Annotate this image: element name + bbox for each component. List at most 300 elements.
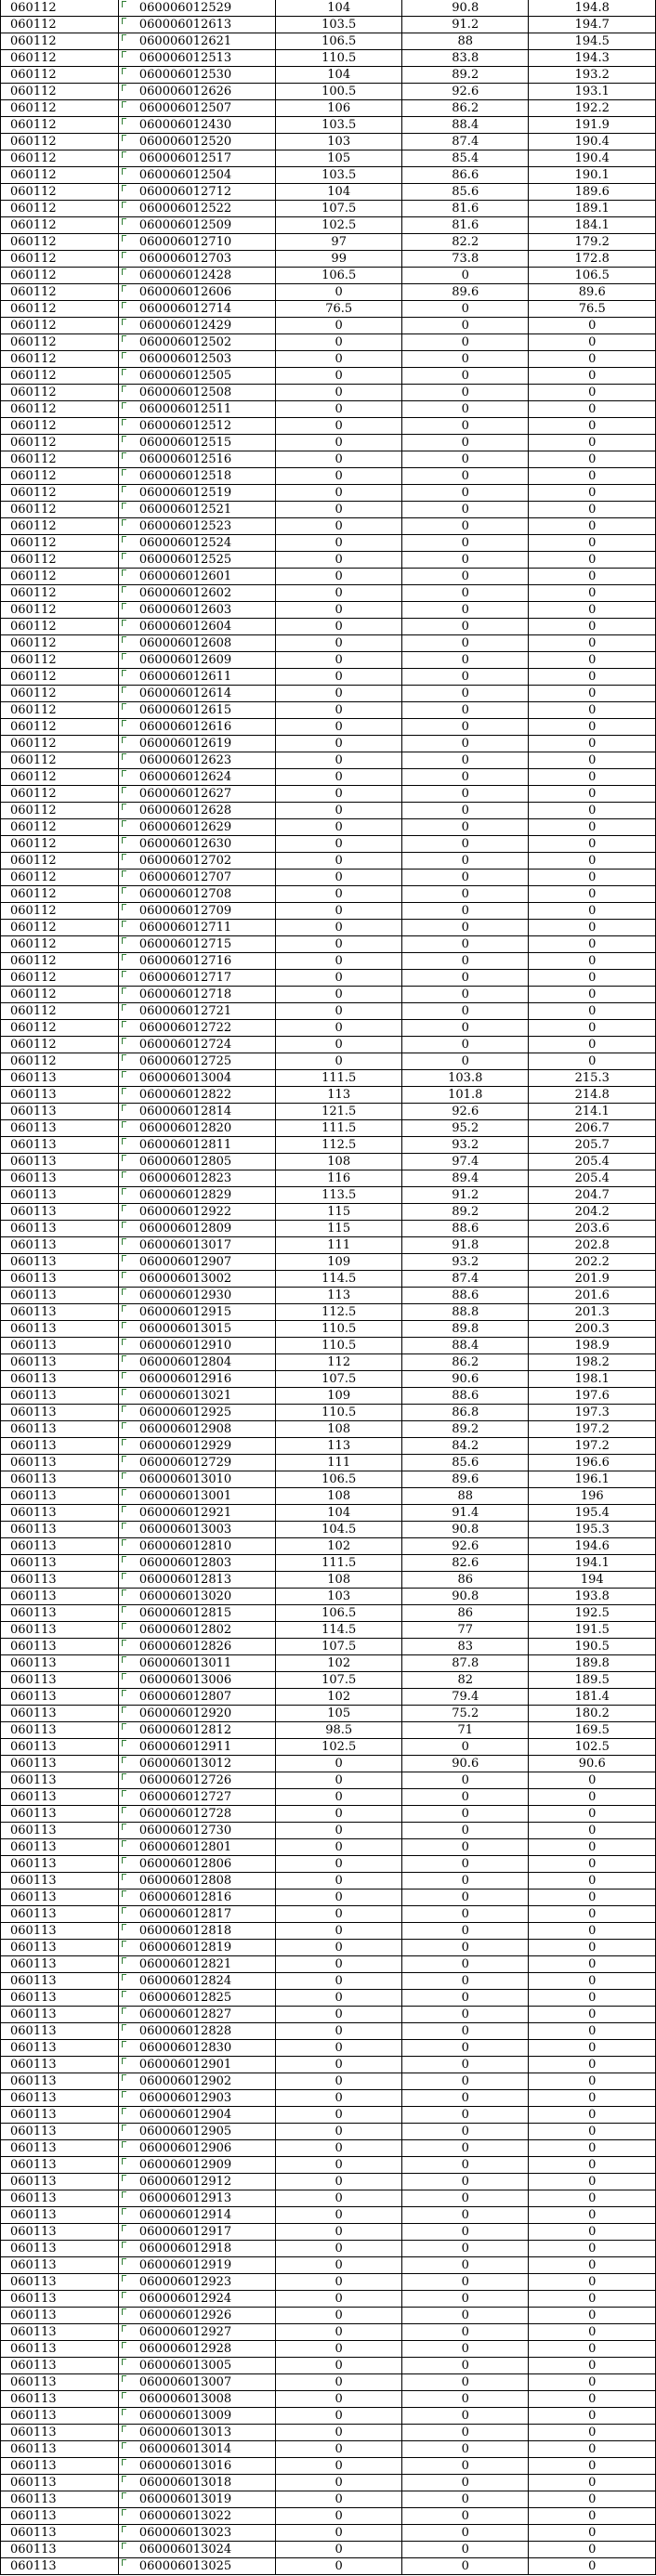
score-a-cell[interactable]: 0 [276,2023,402,2040]
score-a-cell[interactable]: 0 [276,2057,402,2073]
student-id-cell[interactable]: 060006012913 [118,2190,276,2207]
class-cell[interactable]: 060112 [1,669,119,686]
score-b-cell[interactable]: 0 [402,1789,529,1806]
class-cell[interactable]: 060113 [1,1706,119,1722]
total-cell[interactable]: 200.3 [529,1321,656,1338]
student-id-cell[interactable]: 060006012817 [118,1906,276,1923]
class-cell[interactable]: 060113 [1,1739,119,1756]
student-id-cell[interactable]: 060006012519 [118,485,276,502]
student-id-cell[interactable]: 060006012716 [118,953,276,970]
student-id-cell[interactable]: 060006012810 [118,1538,276,1555]
class-cell[interactable]: 060112 [1,1037,119,1053]
student-id-cell[interactable]: 060006012829 [118,1187,276,1204]
student-id-cell[interactable]: 060006012821 [118,1956,276,1973]
total-cell[interactable]: 0 [529,870,656,886]
score-b-cell[interactable]: 0 [402,2023,529,2040]
total-cell[interactable]: 0 [529,1906,656,1923]
student-id-cell[interactable]: 060006013015 [118,1321,276,1338]
score-a-cell[interactable]: 0 [276,652,402,669]
class-cell[interactable]: 060112 [1,819,119,836]
score-a-cell[interactable]: 0 [276,2174,402,2190]
score-a-cell[interactable]: 0 [276,1973,402,1990]
score-a-cell[interactable]: 111.5 [276,1120,402,1137]
student-id-cell[interactable]: 060006012820 [118,1120,276,1137]
class-cell[interactable]: 060113 [1,1873,119,1890]
score-a-cell[interactable]: 0 [276,2274,402,2291]
total-cell[interactable]: 0 [529,418,656,435]
total-cell[interactable]: 0 [529,819,656,836]
class-cell[interactable]: 060113 [1,2441,119,2458]
student-id-cell[interactable]: 060006012714 [118,301,276,318]
score-a-cell[interactable]: 106.5 [276,33,402,50]
total-cell[interactable]: 0 [529,2040,656,2057]
score-a-cell[interactable]: 109 [276,1388,402,1405]
score-b-cell[interactable]: 0 [402,2157,529,2174]
score-a-cell[interactable]: 0 [276,468,402,485]
score-b-cell[interactable]: 0 [402,836,529,853]
student-id-cell[interactable]: 060006012902 [118,2073,276,2090]
student-id-cell[interactable]: 060006012614 [118,686,276,702]
class-cell[interactable]: 060112 [1,84,119,100]
total-cell[interactable]: 0 [529,569,656,585]
total-cell[interactable]: 195.4 [529,1505,656,1522]
score-b-cell[interactable]: 0 [402,920,529,936]
student-id-cell[interactable]: 060006012529 [118,0,276,17]
student-id-cell[interactable]: 060006012919 [118,2257,276,2274]
score-b-cell[interactable]: 0 [402,2542,529,2558]
total-cell[interactable]: 202.8 [529,1237,656,1254]
score-a-cell[interactable]: 109 [276,1254,402,1271]
score-a-cell[interactable]: 0 [276,2341,402,2358]
student-id-cell[interactable]: 060006012517 [118,150,276,167]
class-cell[interactable]: 060112 [1,351,119,368]
student-id-cell[interactable]: 060006012926 [118,2308,276,2324]
student-id-cell[interactable]: 060006012922 [118,1204,276,1221]
score-b-cell[interactable]: 85.4 [402,150,529,167]
total-cell[interactable]: 184.1 [529,217,656,234]
student-id-cell[interactable]: 060006012505 [118,368,276,385]
class-cell[interactable]: 060112 [1,184,119,201]
total-cell[interactable]: 0 [529,903,656,920]
class-cell[interactable]: 060113 [1,1354,119,1371]
total-cell[interactable]: 0 [529,1839,656,1856]
class-cell[interactable]: 060113 [1,1973,119,1990]
score-a-cell[interactable]: 0 [276,2408,402,2425]
score-b-cell[interactable]: 0 [402,752,529,769]
score-a-cell[interactable]: 0 [276,2458,402,2475]
score-b-cell[interactable]: 0 [402,769,529,786]
total-cell[interactable]: 196 [529,1488,656,1505]
score-b-cell[interactable]: 0 [402,351,529,368]
score-b-cell[interactable]: 0 [402,2324,529,2341]
class-cell[interactable]: 060113 [1,2124,119,2140]
student-id-cell[interactable]: 060006012804 [118,1354,276,1371]
student-id-cell[interactable]: 060006013005 [118,2358,276,2374]
student-id-cell[interactable]: 060006012805 [118,1154,276,1170]
score-a-cell[interactable]: 104 [276,184,402,201]
class-cell[interactable]: 060113 [1,1471,119,1488]
total-cell[interactable]: 193.1 [529,84,656,100]
score-b-cell[interactable]: 0 [402,1806,529,1823]
score-b-cell[interactable]: 0 [402,970,529,987]
total-cell[interactable]: 0 [529,2458,656,2475]
score-b-cell[interactable]: 88 [402,1488,529,1505]
score-a-cell[interactable]: 0 [276,1890,402,1906]
class-cell[interactable]: 060112 [1,652,119,669]
score-b-cell[interactable]: 89.8 [402,1321,529,1338]
total-cell[interactable]: 90.6 [529,1756,656,1772]
total-cell[interactable]: 197.2 [529,1421,656,1438]
score-b-cell[interactable]: 75.2 [402,1706,529,1722]
student-id-cell[interactable]: 060006012512 [118,418,276,435]
total-cell[interactable]: 0 [529,1956,656,1973]
total-cell[interactable]: 194 [529,1572,656,1589]
class-cell[interactable]: 060113 [1,2023,119,2040]
student-id-cell[interactable]: 060006012912 [118,2174,276,2190]
student-id-cell[interactable]: 060006012507 [118,100,276,117]
total-cell[interactable]: 0 [529,2408,656,2425]
student-id-cell[interactable]: 060006012906 [118,2140,276,2157]
score-b-cell[interactable]: 0 [402,803,529,819]
total-cell[interactable]: 194.8 [529,0,656,17]
score-b-cell[interactable]: 90.8 [402,1522,529,1538]
score-b-cell[interactable]: 0 [402,2491,529,2508]
total-cell[interactable]: 194.1 [529,1555,656,1572]
class-cell[interactable]: 060113 [1,2107,119,2124]
student-id-cell[interactable]: 060006012715 [118,936,276,953]
score-a-cell[interactable]: 0 [276,1956,402,1973]
score-a-cell[interactable]: 0 [276,368,402,385]
student-id-cell[interactable]: 060006012928 [118,2341,276,2358]
class-cell[interactable]: 060113 [1,2291,119,2308]
total-cell[interactable]: 0 [529,2207,656,2224]
class-cell[interactable]: 060112 [1,134,119,150]
student-id-cell[interactable]: 060006012903 [118,2090,276,2107]
class-cell[interactable]: 060113 [1,2257,119,2274]
class-cell[interactable]: 060113 [1,1070,119,1087]
score-a-cell[interactable]: 0 [276,2090,402,2107]
class-cell[interactable]: 060113 [1,2475,119,2491]
total-cell[interactable]: 192.5 [529,1605,656,1622]
total-cell[interactable]: 191.5 [529,1622,656,1639]
score-a-cell[interactable]: 98.5 [276,1722,402,1739]
score-a-cell[interactable]: 0 [276,2241,402,2257]
total-cell[interactable]: 180.2 [529,1706,656,1722]
score-b-cell[interactable]: 0 [402,686,529,702]
total-cell[interactable]: 181.4 [529,1689,656,1706]
student-id-cell[interactable]: 060006012525 [118,552,276,569]
class-cell[interactable]: 060113 [1,1923,119,1940]
class-cell[interactable]: 060112 [1,535,119,552]
student-id-cell[interactable]: 060006012624 [118,769,276,786]
student-id-cell[interactable]: 060006012812 [118,1722,276,1739]
score-a-cell[interactable]: 107.5 [276,1672,402,1689]
score-a-cell[interactable]: 0 [276,2190,402,2207]
class-cell[interactable]: 060112 [1,970,119,987]
student-id-cell[interactable]: 060006012927 [118,2324,276,2341]
student-id-cell[interactable]: 060006012606 [118,284,276,301]
score-b-cell[interactable]: 0 [402,569,529,585]
total-cell[interactable]: 172.8 [529,251,656,268]
total-cell[interactable]: 0 [529,702,656,719]
class-cell[interactable]: 060113 [1,1204,119,1221]
student-id-cell[interactable]: 060006012504 [118,167,276,184]
class-cell[interactable]: 060113 [1,1221,119,1237]
total-cell[interactable]: 0 [529,585,656,602]
score-b-cell[interactable]: 89.2 [402,67,529,84]
score-b-cell[interactable]: 0 [402,903,529,920]
score-b-cell[interactable]: 79.4 [402,1689,529,1706]
score-b-cell[interactable]: 89.4 [402,1170,529,1187]
total-cell[interactable]: 89.6 [529,284,656,301]
score-a-cell[interactable]: 111 [276,1455,402,1471]
score-a-cell[interactable]: 97 [276,234,402,251]
total-cell[interactable]: 0 [529,1772,656,1789]
score-a-cell[interactable]: 76.5 [276,301,402,318]
score-a-cell[interactable]: 102.5 [276,1739,402,1756]
total-cell[interactable]: 106.5 [529,268,656,284]
student-id-cell[interactable]: 060006012807 [118,1689,276,1706]
total-cell[interactable]: 0 [529,401,656,418]
student-id-cell[interactable]: 060006012803 [118,1555,276,1572]
score-b-cell[interactable]: 0 [402,2558,529,2575]
score-a-cell[interactable]: 108 [276,1572,402,1589]
score-b-cell[interactable]: 86 [402,1572,529,1589]
total-cell[interactable]: 0 [529,368,656,385]
class-cell[interactable]: 060113 [1,1237,119,1254]
total-cell[interactable]: 0 [529,318,656,334]
class-cell[interactable]: 060112 [1,284,119,301]
score-b-cell[interactable]: 0 [402,2007,529,2023]
score-a-cell[interactable]: 0 [276,485,402,502]
score-b-cell[interactable]: 0 [402,2190,529,2207]
total-cell[interactable]: 195.3 [529,1522,656,1538]
class-cell[interactable]: 060113 [1,1823,119,1839]
score-b-cell[interactable]: 0 [402,669,529,686]
student-id-cell[interactable]: 060006012608 [118,635,276,652]
score-a-cell[interactable]: 0 [276,2558,402,2575]
student-id-cell[interactable]: 060006012802 [118,1622,276,1639]
class-cell[interactable]: 060113 [1,1438,119,1455]
total-cell[interactable]: 0 [529,2542,656,2558]
score-a-cell[interactable]: 0 [276,970,402,987]
class-cell[interactable]: 060112 [1,502,119,518]
score-a-cell[interactable]: 108 [276,1488,402,1505]
total-cell[interactable]: 0 [529,736,656,752]
score-a-cell[interactable]: 113 [276,1087,402,1104]
score-b-cell[interactable]: 77 [402,1622,529,1639]
score-a-cell[interactable]: 0 [276,569,402,585]
student-id-cell[interactable]: 060006012609 [118,652,276,669]
class-cell[interactable]: 060113 [1,1455,119,1471]
student-id-cell[interactable]: 060006012724 [118,1037,276,1053]
score-b-cell[interactable]: 90.6 [402,1371,529,1388]
class-cell[interactable]: 060112 [1,268,119,284]
student-id-cell[interactable]: 060006012502 [118,334,276,351]
class-cell[interactable]: 060112 [1,518,119,535]
score-a-cell[interactable]: 0 [276,2441,402,2458]
total-cell[interactable]: 0 [529,635,656,652]
score-a-cell[interactable]: 115 [276,1204,402,1221]
student-id-cell[interactable]: 060006013019 [118,2491,276,2508]
total-cell[interactable]: 203.6 [529,1221,656,1237]
total-cell[interactable]: 0 [529,2274,656,2291]
class-cell[interactable]: 060113 [1,2090,119,2107]
score-b-cell[interactable]: 0 [402,451,529,468]
score-a-cell[interactable]: 0 [276,2291,402,2308]
score-a-cell[interactable]: 0 [276,786,402,803]
score-a-cell[interactable]: 0 [276,318,402,334]
student-id-cell[interactable]: 060006012728 [118,1806,276,1823]
class-cell[interactable]: 060112 [1,886,119,903]
score-b-cell[interactable]: 0 [402,401,529,418]
total-cell[interactable]: 191.9 [529,117,656,134]
total-cell[interactable]: 0 [529,1020,656,1037]
student-id-cell[interactable]: 060006012823 [118,1170,276,1187]
score-b-cell[interactable]: 89.2 [402,1421,529,1438]
score-a-cell[interactable]: 0 [276,1873,402,1890]
total-cell[interactable]: 0 [529,2157,656,2174]
student-id-cell[interactable]: 060006013024 [118,2542,276,2558]
score-a-cell[interactable]: 100.5 [276,84,402,100]
total-cell[interactable]: 0 [529,1873,656,1890]
score-a-cell[interactable]: 0 [276,635,402,652]
score-a-cell[interactable]: 0 [276,2374,402,2391]
student-id-cell[interactable]: 060006013001 [118,1488,276,1505]
score-a-cell[interactable]: 0 [276,1906,402,1923]
total-cell[interactable]: 0 [529,2508,656,2525]
score-b-cell[interactable]: 95.2 [402,1120,529,1137]
total-cell[interactable]: 0 [529,1990,656,2007]
score-a-cell[interactable]: 0 [276,2475,402,2491]
total-cell[interactable]: 0 [529,619,656,635]
score-a-cell[interactable]: 0 [276,401,402,418]
total-cell[interactable]: 215.3 [529,1070,656,1087]
student-id-cell[interactable]: 060006013002 [118,1271,276,1288]
score-b-cell[interactable]: 0 [402,719,529,736]
score-b-cell[interactable]: 0 [402,819,529,836]
student-id-cell[interactable]: 060006012814 [118,1104,276,1120]
class-cell[interactable]: 060112 [1,569,119,585]
total-cell[interactable]: 194.3 [529,50,656,67]
score-a-cell[interactable]: 113 [276,1288,402,1304]
total-cell[interactable]: 0 [529,1003,656,1020]
total-cell[interactable]: 190.4 [529,134,656,150]
total-cell[interactable]: 0 [529,2057,656,2073]
score-a-cell[interactable]: 102.5 [276,217,402,234]
score-a-cell[interactable]: 0 [276,2525,402,2542]
student-id-cell[interactable]: 060006012615 [118,702,276,719]
total-cell[interactable]: 0 [529,1923,656,1940]
score-b-cell[interactable]: 82.6 [402,1555,529,1572]
total-cell[interactable]: 214.8 [529,1087,656,1104]
score-b-cell[interactable]: 92.6 [402,1104,529,1120]
score-a-cell[interactable]: 0 [276,686,402,702]
student-id-cell[interactable]: 060006012918 [118,2241,276,2257]
class-cell[interactable]: 060113 [1,2408,119,2425]
student-id-cell[interactable]: 060006012630 [118,836,276,853]
total-cell[interactable]: 193.2 [529,67,656,84]
student-id-cell[interactable]: 060006012923 [118,2274,276,2291]
score-b-cell[interactable]: 0 [402,2224,529,2241]
student-id-cell[interactable]: 060006013021 [118,1388,276,1405]
score-b-cell[interactable]: 91.2 [402,17,529,33]
score-a-cell[interactable]: 108 [276,1421,402,1438]
class-cell[interactable]: 060113 [1,1839,119,1856]
score-b-cell[interactable]: 81.6 [402,217,529,234]
score-b-cell[interactable]: 0 [402,702,529,719]
score-a-cell[interactable]: 0 [276,1940,402,1956]
class-cell[interactable]: 060112 [1,836,119,853]
total-cell[interactable]: 0 [529,2341,656,2358]
total-cell[interactable]: 0 [529,1823,656,1839]
score-a-cell[interactable]: 0 [276,2491,402,2508]
score-b-cell[interactable]: 0 [402,1940,529,1956]
student-id-cell[interactable]: 060006012916 [118,1371,276,1388]
score-b-cell[interactable]: 87.4 [402,134,529,150]
student-id-cell[interactable]: 060006013016 [118,2458,276,2475]
student-id-cell[interactable]: 060006012623 [118,752,276,769]
student-id-cell[interactable]: 060006012707 [118,870,276,886]
score-b-cell[interactable]: 0 [402,2475,529,2491]
student-id-cell[interactable]: 060006012428 [118,268,276,284]
score-a-cell[interactable]: 0 [276,1990,402,2007]
score-b-cell[interactable]: 0 [402,987,529,1003]
student-id-cell[interactable]: 060006012429 [118,318,276,334]
class-cell[interactable]: 060113 [1,1639,119,1655]
total-cell[interactable]: 0 [529,2140,656,2157]
score-b-cell[interactable]: 0 [402,1020,529,1037]
score-b-cell[interactable]: 87.4 [402,1271,529,1288]
student-id-cell[interactable]: 060006012822 [118,1087,276,1104]
class-cell[interactable]: 060112 [1,117,119,134]
class-cell[interactable]: 060113 [1,2274,119,2291]
total-cell[interactable]: 0 [529,2124,656,2140]
student-id-cell[interactable]: 060006012709 [118,903,276,920]
total-cell[interactable]: 0 [529,2090,656,2107]
total-cell[interactable]: 197.3 [529,1405,656,1421]
total-cell[interactable]: 0 [529,970,656,987]
score-a-cell[interactable]: 0 [276,2157,402,2174]
score-a-cell[interactable]: 0 [276,2324,402,2341]
class-cell[interactable]: 060113 [1,2458,119,2475]
student-id-cell[interactable]: 060006012921 [118,1505,276,1522]
score-b-cell[interactable]: 88.6 [402,1388,529,1405]
score-b-cell[interactable]: 103.8 [402,1070,529,1087]
student-id-cell[interactable]: 060006012725 [118,1053,276,1070]
score-a-cell[interactable]: 112 [276,1354,402,1371]
score-b-cell[interactable]: 86.8 [402,1405,529,1421]
student-id-cell[interactable]: 060006012825 [118,1990,276,2007]
class-cell[interactable]: 060112 [1,435,119,451]
score-a-cell[interactable]: 0 [276,619,402,635]
total-cell[interactable]: 198.9 [529,1338,656,1354]
total-cell[interactable]: 0 [529,535,656,552]
class-cell[interactable]: 060113 [1,1538,119,1555]
total-cell[interactable]: 0 [529,334,656,351]
score-a-cell[interactable]: 0 [276,585,402,602]
class-cell[interactable]: 060112 [1,468,119,485]
student-id-cell[interactable]: 060006012808 [118,1873,276,1890]
score-a-cell[interactable]: 106.5 [276,1471,402,1488]
score-a-cell[interactable]: 0 [276,2542,402,2558]
student-id-cell[interactable]: 060006013003 [118,1522,276,1538]
class-cell[interactable]: 060113 [1,2391,119,2408]
score-a-cell[interactable]: 103.5 [276,167,402,184]
score-b-cell[interactable]: 0 [402,385,529,401]
student-id-cell[interactable]: 060006012826 [118,1639,276,1655]
score-a-cell[interactable]: 103.5 [276,117,402,134]
